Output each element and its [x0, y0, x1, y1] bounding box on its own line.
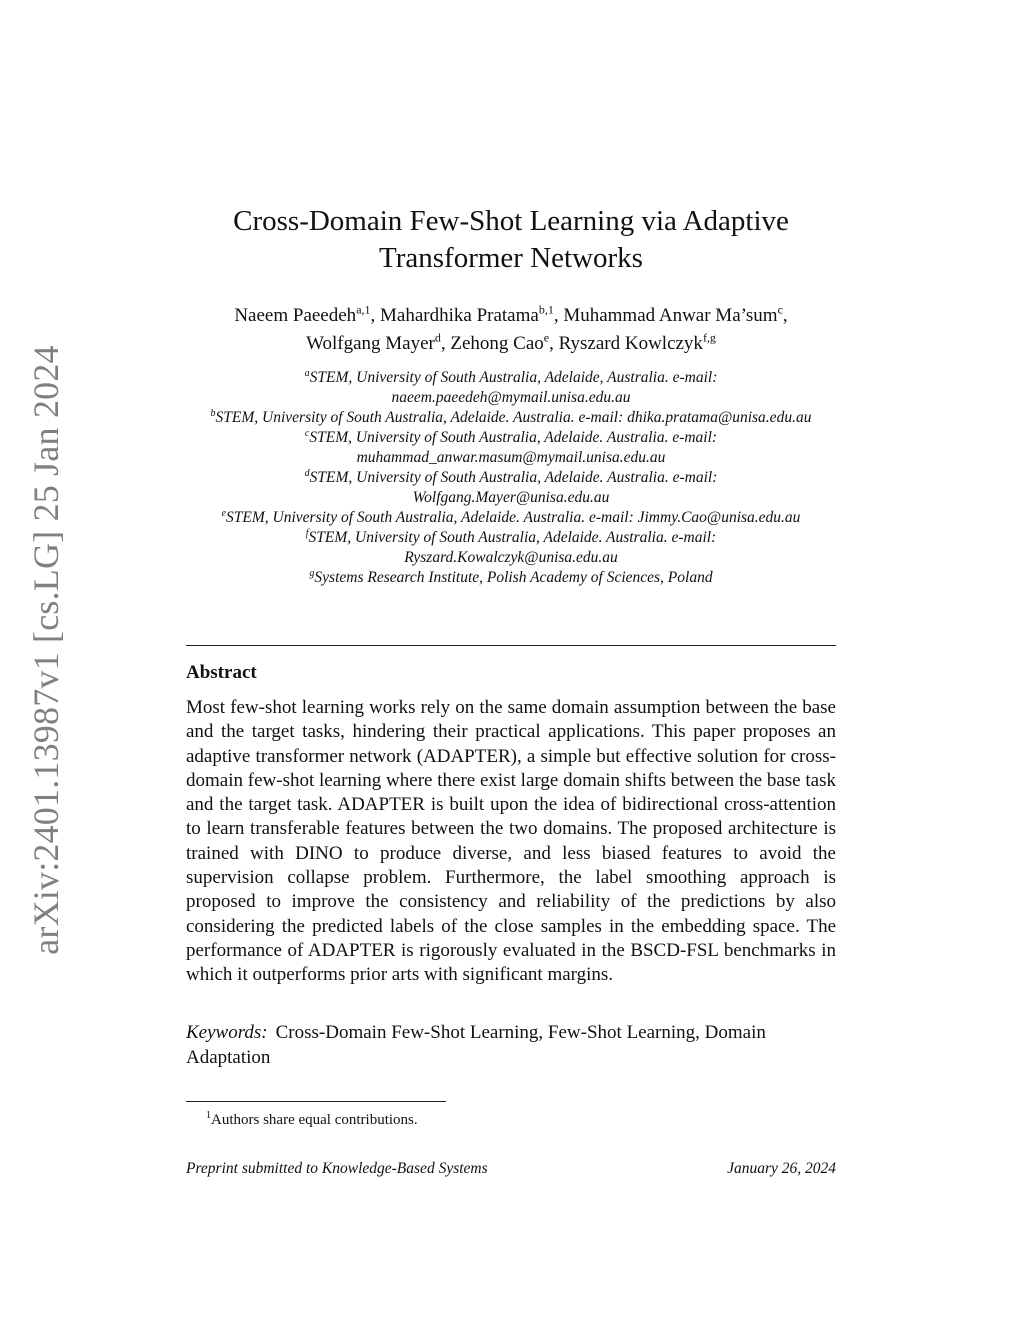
affiliation-text: STEM, University of South Australia, Adelaide. Australia. e-mail: dhika.pratama@unisa.edu.au: [215, 409, 812, 426]
keywords-label: Keywords:: [186, 1022, 268, 1043]
affiliation-list: [176, 368, 846, 588]
footer-journal: Preprint submitted to Knowledge-Based Systems: [186, 1160, 488, 1177]
title-line-1: Cross-Domain Few-Shot Learning via Adaptive: [233, 205, 789, 237]
affiliation-c-email: muhammad_anwar.masum@mymail.unisa.edu.au: [356, 449, 666, 466]
footnote: [206, 1106, 418, 1130]
author-sup: f,g: [702, 330, 716, 345]
affiliation-a-email: naeem.paeedeh@mymail.unisa.edu.au: [391, 389, 631, 406]
footer-date: January 26, 2024: [727, 1160, 836, 1177]
affiliation-f: [176, 528, 846, 548]
author-name: Ryszard Kowlczyk: [558, 333, 703, 354]
author-line-1: [186, 302, 836, 330]
paper-title: [186, 203, 836, 277]
author-sup: c: [777, 302, 783, 317]
affiliation-f-email: Ryszard.Kowalczyk@unisa.edu.au: [404, 549, 618, 566]
arxiv-identifier: arXiv:2401.13987v1 [cs.LG] 25 Jan 2024: [26, 345, 67, 955]
arxiv-side-stamp: [16, 345, 76, 955]
footnote-mark: 1: [206, 1110, 211, 1121]
affiliation-d: [176, 468, 846, 488]
keywords-text: Cross-Domain Few-Shot Learning, Few-Shot Learning, Domain Adaptation: [186, 1022, 766, 1068]
title-line-2: Transformer Networks: [379, 242, 643, 274]
affiliation-d-email: Wolfgang.Mayer@unisa.edu.au: [412, 489, 610, 506]
author-sup: e: [543, 330, 550, 345]
author-separator: ,: [440, 333, 451, 354]
author-line-2: [186, 330, 836, 358]
author-sup: b,1: [538, 302, 554, 317]
affiliation-mark: f: [305, 527, 309, 539]
affiliation-mark: d: [304, 467, 310, 479]
affiliation-g: [176, 568, 846, 588]
author-separator: ,: [549, 333, 559, 354]
affiliation-mark: g: [309, 567, 315, 579]
affiliation-c: [176, 428, 846, 448]
affiliation-text: STEM, University of South Australia, Adelaide. Australia. e-mail:: [308, 529, 717, 546]
affiliation-text: STEM, University of South Australia, Adelaide. Australia. e-mail:: [309, 429, 718, 446]
footnote-text: Authors share equal contributions.: [211, 1112, 418, 1128]
author-separator: ,: [782, 305, 788, 326]
abstract-top-rule: [186, 645, 836, 646]
author-separator: ,: [553, 305, 564, 326]
keywords-block: [186, 1020, 836, 1070]
author-name: Mahardhika Pratama: [380, 305, 539, 326]
abstract-body: Most few-shot learning works rely on the same domain assumption between the base and the target tasks, hindering their practical applications. This paper proposes an adaptive transformer network (ADAPTER), a simple but effective solution for cross-domain few-shot learning where there exist large domain shifts between the base task and the target task. ADAPTER is built upon the idea of bidirectional cross-attention to learn transferable features between the two domains. The proposed architecture is trained with DINO to produce diverse, and less biased features to avoid the supervision collapse problem. Furthermore, the label smoothing approach is proposed to improve the consistency and reliability of the predictions by also considering the predicted labels of the close samples in the embedding space. The performance of ADAPTER is rigorously evaluated in the BSCD-FSL benchmarks in which it outperforms prior arts with significant margins.: [186, 697, 836, 986]
author-sup: a,1: [356, 302, 371, 317]
author-name: Zehong Cao: [450, 333, 544, 354]
author-name: Naeem Paeedeh: [234, 305, 357, 326]
affiliation-mark: e: [221, 507, 227, 519]
abstract-heading: Abstract: [186, 662, 257, 683]
author-name: Wolfgang Mayer: [306, 333, 435, 354]
author-name: Muhammad Anwar Ma’sum: [563, 305, 778, 326]
affiliation-b: [176, 408, 846, 428]
affiliation-text: STEM, University of South Australia, Adelaide, Australia. e-mail:: [309, 369, 718, 386]
author-sup: d: [434, 330, 441, 345]
affiliation-text: Systems Research Institute, Polish Academy of Sciences, Poland: [314, 569, 713, 586]
affiliation-text: STEM, University of South Australia, Adelaide. Australia. e-mail:: [309, 469, 718, 486]
author-separator: ,: [370, 305, 381, 326]
affiliation-mark: b: [210, 407, 216, 419]
affiliation-mark: a: [304, 367, 310, 379]
footnote-rule: [186, 1101, 446, 1102]
affiliation-e: [176, 508, 846, 528]
affiliation-a: [176, 368, 846, 388]
affiliation-text: STEM, University of South Australia, Adelaide. Australia. e-mail: Jimmy.Cao@unisa.edu.au: [226, 509, 801, 526]
affiliation-mark: c: [304, 427, 310, 439]
author-list: [186, 302, 836, 358]
